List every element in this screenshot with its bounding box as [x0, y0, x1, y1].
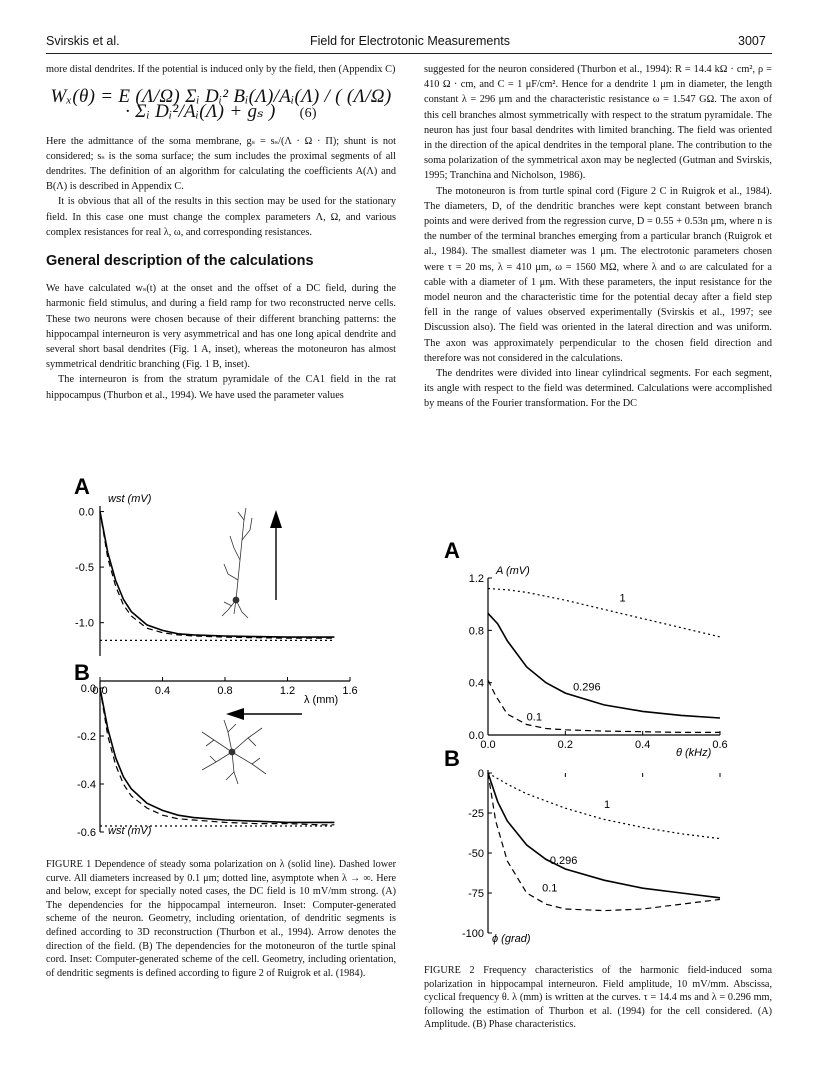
fig1b-ytick-label: -0.6: [77, 827, 96, 839]
figure-1: [66, 470, 386, 840]
fig2b-curve-label: 1: [604, 799, 611, 812]
paragraph: The interneuron is from the stratum pyramidale of the CA1 field in the rat hippocampus (Thurbon et al., 1994). We have used the parameter values: [46, 374, 396, 401]
paragraph: Here the admittance of the soma membrane, gₛ = sₛ/(Λ · Ω · Π); shunt is not considered; sₛ is the soma surface; the sum includes the proximal segments of all dendrites. The definition of an algorithm for calculating the coefficients A(Λ) and B(Λ) is described in Appendix C.: [46, 135, 396, 193]
fig2b-ytick-label: 0: [477, 768, 484, 780]
fig2a-ytick-label: 0.0: [468, 730, 484, 742]
figure-2-caption: FIGURE 2 Frequency characteristics of the harmonic field-induced soma polarization in hippocampal interneuron. Field amplitude, 10 mV/mm. Abscissa, cyclical frequency θ. λ (mm) is written at the curves. τ = 14.4 ms and λ = 0.296 mm, following the estimation of Thurbon et al. (1994) for the cell considered. (A) Amplitude. (B) Phase characteristics.: [424, 965, 772, 1031]
figure-2: [440, 540, 760, 960]
fig2a-series-lambda-1: [488, 589, 720, 637]
paragraph: The motoneuron is from turtle spinal cord (Figure 2 C in Ruigrok et al., 1984). The diameters, D, of the dendritic branches were kept constant between branch points and were derived from the regression curve, D = 0.55 + 0.53n μm, where n is the number of the terminal branches emerging from a particular branch (Ruigrok et al., 1984). The smallest diameter was 1 μm. The electrotonic parameters chosen were τ = 20 ms, λ = 410 μm, ω = 1560 MΩ, where λ and ω are calculated for a cable with a diameter of 1 μm. With these parameters, the input resistance for the model neuron and the characteristic time for the potential decay after a field step fell in the range of values observed experimentally (Svirskis et al., 1997; see Discussion also). The field was oriented in the lateral direction and was uniform. The axon was approximately perpendicular to the chosen field direction and therefore was not considered in the calculations.: [424, 185, 772, 364]
paragraph: We have calculated wₛ(t) at the onset and the offset of a DC field, during the harmonic field stimulus, and during a field ramp for two reconstructed nerve cells. These two neurons were chosen because of their different branching patterns: the hippocampal interneuron is very asymmetrical and has one long apical dendrite and several short basal dendrites (Fig. 1 A, inset), whereas the motoneuron has almost symmetrical dendritic branching (Fig. 1 B, inset).: [46, 283, 396, 371]
fig2b-ytick-label: -75: [468, 888, 484, 900]
fig2a-curve-label: 0.296: [573, 681, 601, 694]
paragraph: The dendrites were divided into linear cylindrical segments. For each segment, its angle with respect to the field was determined. Calculations were accomplished by means of the Fourier transformation. For the DC: [424, 368, 772, 410]
fig1-xtick-label: 0.0: [92, 685, 108, 697]
fig1b-ytick-label: 0.0: [80, 683, 96, 695]
fig1-xtick-label: 0.8: [217, 685, 233, 697]
header-title: Field for Electrotonic Measurements: [309, 34, 511, 48]
fig1-xtick-label: 1.2: [279, 685, 296, 697]
fig2a-ytick-label: 0.4: [468, 677, 484, 690]
fig2a-curve-label: 0.1: [526, 711, 542, 724]
fig2-x-label: θ (kHz): [676, 747, 712, 759]
fig2-panel-b-letter: B: [444, 746, 460, 771]
paragraph: suggested for the neuron considered (Thurbon et al., 1994): R = 14.4 kΩ · cm², ρ = 410 Ω · cm, and C = 1 μF/cm². Hence for a dendrite 1 μm in diameter, the length constant λ = 296 μm and the characteristic resistance ω = 1.547 GΩ. The axon of this cell branches almost symmetrically with respect to the stratum pyramidale. The neuron has just four basal dendrites with limited branching. The field was oriented in the direction of the apical dendrites in the temporal plane. The contribution to the soma polarization of the symmetrical axon may be neglected (Gutman and Svirskis, 1995; Tranchina and Nicholson, 1986).: [424, 64, 772, 182]
paragraph: It is obvious that all of the results in this section may be used for the stationary field. In this case one must change the complex parameters Λ, Ω, and various complex resistances for real λ, ω, and corresponding resistances.: [46, 196, 396, 238]
fig2b-ytick-label: -50: [468, 848, 484, 860]
fig1b-field-arrow: [226, 708, 302, 720]
fig1-panel-b-letter: B: [74, 660, 90, 685]
fig2a-ytick-label: 1.2: [468, 573, 484, 585]
left-column: [46, 62, 396, 403]
fig2b-ytick-label: -25: [468, 808, 484, 820]
fig1-xtick-label: 1.6: [342, 685, 358, 697]
fig1a-field-arrow: [270, 510, 282, 600]
fig2b-y-label: ϕ (grad): [492, 933, 531, 945]
fig1a-neuron-inset: [222, 508, 252, 618]
fig2b-series-lambda-0.1: [488, 773, 720, 911]
equation-number: (6): [299, 106, 317, 122]
fig1b-ytick-label: -0.2: [77, 731, 96, 743]
header-authors: Svirskis et al.: [46, 34, 120, 48]
fig2b-ytick-label: -100: [461, 928, 484, 940]
fig1-x-label: λ (mm): [304, 694, 339, 706]
figure-1-caption: FIGURE 1 Dependence of steady soma polarization on λ (solid line). Dashed lower curve. All diameters increased by 0.1 μm; dotted line, asymptote when λ → ∞. Here and below, except for specially noted cases, the DC field is 10 mV/mm strong. (A) The dependencies for the hippocampal interneuron. Inset: Computer-generated scheme of the neuron. Geometry, including orientation, of dendritic segments is defined according to 3D reconstruction (Thurbon et al., 1994). Arrow denotes the direction of the field. (B) The dependencies for the motoneuron of the turtle spinal cord. Inset: Computer-generated scheme of the cell. Geometry, including orientation, of dendritic segments is defined according to figure 2 of Ruigrok et al. (1984).: [46, 859, 396, 979]
equation-6: [46, 86, 396, 123]
fig1-panel-a-letter: A: [74, 474, 90, 499]
fig2-xtick-label: 0.6: [712, 739, 728, 751]
fig2-xtick-label: 0.2: [557, 739, 573, 751]
fig2a-series-lambda-0.1: [488, 680, 720, 732]
fig2a-y-label: A (mV): [496, 565, 530, 577]
right-column: [424, 62, 772, 412]
fig1b-neuron-inset: [202, 720, 266, 784]
fig1b-series-dashed: [100, 688, 334, 825]
fig1a-ytick-label: -0.5: [75, 562, 94, 575]
fig1-xtick-label: 0.4: [154, 685, 171, 697]
fig1a-series-dashed: [100, 512, 334, 639]
fig1b-y-label: wst (mV): [108, 825, 152, 837]
fig2b-curve-label: 0.1: [542, 882, 558, 895]
fig2-xtick-label: 0.0: [480, 739, 496, 751]
header-rule: [46, 53, 772, 54]
fig1b-series-solid: [100, 688, 334, 822]
fig2-panel-a-letter: A: [444, 540, 460, 563]
paragraph: more distal dendrites. If the potential is induced only by the field, then (Appendix C): [46, 64, 396, 75]
fig2-xtick-label: 0.4: [635, 739, 651, 751]
fig1b-ytick-label: -0.4: [77, 779, 96, 791]
fig2a-ytick-label: 0.8: [468, 625, 484, 638]
header-page-number: 3007: [738, 34, 766, 48]
fig2b-series-lambda-0.296: [488, 773, 720, 898]
fig1a-y-label: wst (mV): [108, 493, 152, 505]
equation-body: Wₓ(θ) = E (Λ/Ω) Σᵢ Dᵢ² Bᵢ(Λ)/Aᵢ(Λ) / ( (Λ/Ω) · Σᵢ Dᵢ²/Aᵢ(Λ) + gₛ ): [50, 86, 392, 123]
fig1a-ytick-label: -1.0: [75, 617, 94, 630]
fig1a-ytick-label: 0.0: [78, 506, 94, 519]
section-title: General description of the calculations: [46, 253, 314, 270]
fig2b-curve-label: 0.296: [549, 855, 578, 868]
fig2a-curve-label: 1: [619, 592, 626, 605]
